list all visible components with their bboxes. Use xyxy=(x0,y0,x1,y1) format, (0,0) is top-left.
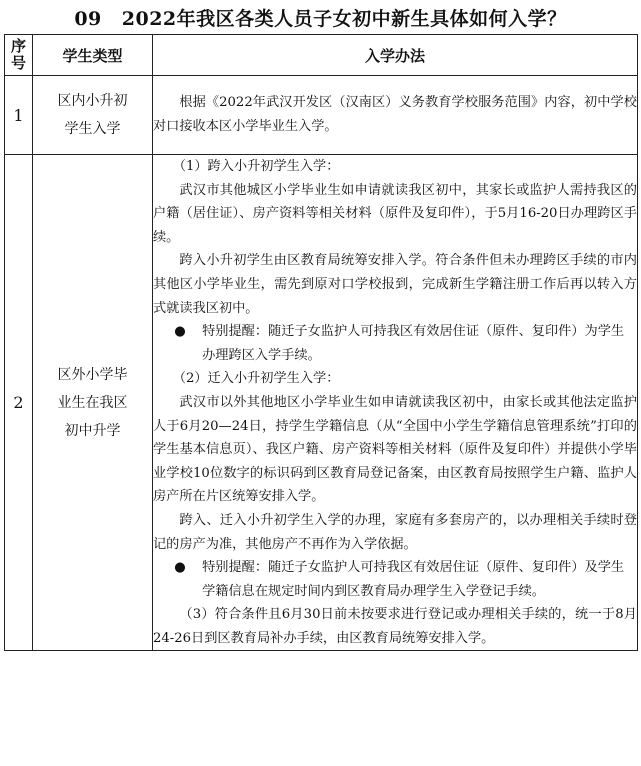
header-seq xyxy=(5,35,33,76)
type-line: 区外小学毕 xyxy=(57,366,128,383)
type-line: 学生入学 xyxy=(64,121,121,137)
row-student-type xyxy=(33,155,153,651)
section-heading: （1）跨入小升初学生入学： xyxy=(172,159,340,174)
method-paragraph: 根据《2022年武汉开发区（汉南区）义务教育学校服务范围》内容，初中学校对口接收本区小学毕业生入学。 xyxy=(153,95,637,134)
row-admission-method xyxy=(153,155,638,651)
row-student-type xyxy=(33,76,153,155)
header-seq-top: 序 xyxy=(10,37,26,55)
row-seq: 1 xyxy=(5,76,33,155)
table-row xyxy=(5,76,638,155)
reminder-text: 特别提醒：随迁子女监护人可持我区有效居住证（原件、复印件）及学生学籍信息在规定时间内到区教育局办理学生入学登记手续。 xyxy=(202,560,625,599)
method-paragraph: 跨入、迁入小升初学生入学的办理，家庭有多套房产的，以办理相关手续时登记的房产为准，其他房产不再作为入学依据。 xyxy=(153,512,637,552)
type-line: 区内小升初 xyxy=(57,93,128,109)
reminder-item xyxy=(153,320,637,367)
section-heading: （2）迁入小升初学生入学： xyxy=(172,371,340,387)
row-admission-method xyxy=(153,76,638,155)
row-seq: 2 xyxy=(5,155,33,651)
bullet-icon: ● xyxy=(174,560,186,576)
type-line: 初中升学 xyxy=(64,422,121,439)
method-paragraph: 武汉市以外其他地区小学毕业生如申请就读我区初中，由家长或其他法定监护人于6月20—24日，持学生学籍信息（从“全国中小学生学籍信息管理系统”打印的学生基本信息页）、我区户籍、房产资料等相关材料（原件及复印件）并提供小学毕业学校10位数字的标识码到区教育局登记备案，由区教育局按照学生户籍、监护人房产所在片区统筹安排入学。 xyxy=(153,394,637,505)
page-title: 09 2022年我区各类人员子女初中新生具体如何入学？ xyxy=(74,8,567,30)
table-row xyxy=(5,155,638,651)
header-seq-bottom: 号 xyxy=(10,54,26,72)
bullet-icon: ● xyxy=(174,324,186,340)
method-paragraph: （3）符合条件且6月30日前未按要求进行登记或办理相关手续的，统一于8月24-26日到区教育局补办手续，由区教育局统筹安排入学。 xyxy=(153,607,637,646)
table-header-row xyxy=(5,35,638,76)
reminder-item xyxy=(153,556,637,603)
admission-table xyxy=(4,34,638,651)
method-paragraph: 武汉市其他城区小学毕业生如申请就读我区初中，其家长或监护人需持我区的户籍（居住证）、房产资料等相关材料（原件及复印件），于5月16-20日办理跨区手续。 xyxy=(153,182,637,245)
header-admission-method: 入学办法 xyxy=(153,35,638,76)
reminder-text: 特别提醒：随迁子女监护人可持我区有效居住证（原件、复印件）为学生办理跨区入学手续。 xyxy=(202,324,625,363)
method-paragraph: 跨入小升初学生由区教育局统筹安排入学。符合条件但未办理跨区手续的市内其他区小学毕业生，需先到原对口学校报到，完成新生学籍注册工作后再以转入方式就读我区初中。 xyxy=(153,253,637,316)
type-line: 业生在我区 xyxy=(57,394,128,411)
header-student-type: 学生类型 xyxy=(33,35,153,76)
